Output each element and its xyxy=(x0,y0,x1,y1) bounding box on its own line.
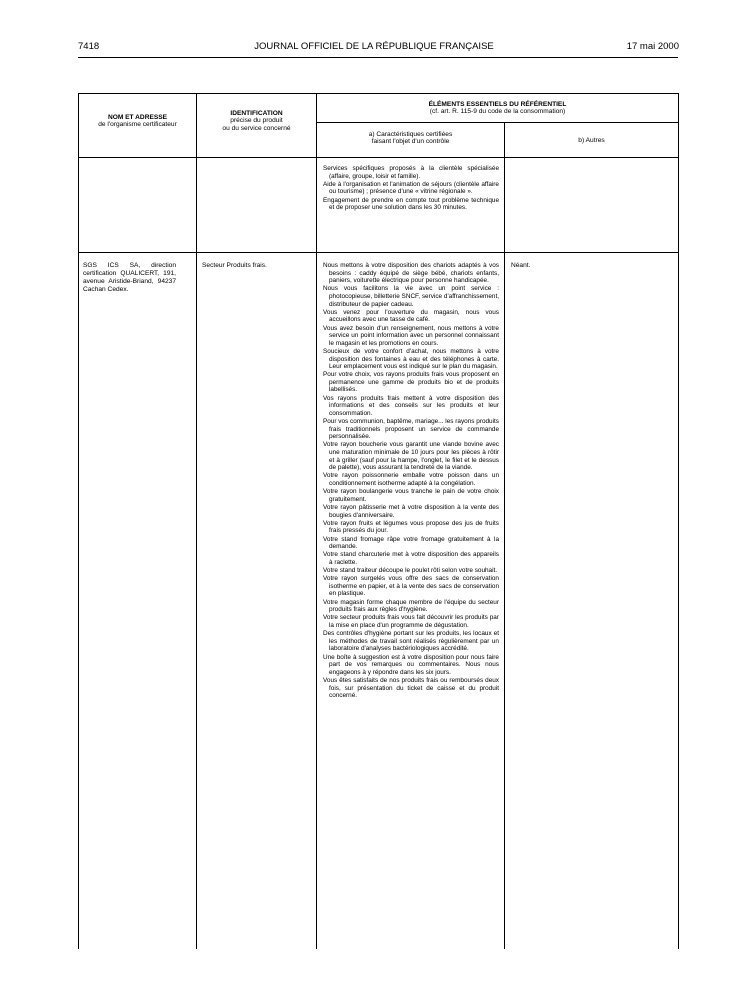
caracteristique-paragraph: Votre rayon pâtisserie met à votre disposition à la vente des bougies d'anniversaire. xyxy=(323,503,499,519)
caracteristique-paragraph: Soucieux de votre confort d'achat, nous mettons à votre disposition des fontaines à eau et des téléphones à carte. Leur emplacement vous est indiqué sur le plan du magasin. xyxy=(323,347,499,371)
header-rule xyxy=(78,57,678,58)
caracteristique-paragraph: Votre stand traiteur découpe le poulet rôti selon votre souhait. xyxy=(323,567,498,575)
continuation-paragraph: Aide à l'organisation et l'animation de séjours (clientèle affaire ou tourisme) ; présence d'une « vitrine régionale ». xyxy=(323,180,499,196)
header-bottom-border xyxy=(78,157,678,158)
header-col-identification-line2: précise du produit xyxy=(230,117,283,125)
caracteristique-paragraph: Vous venez pour l'ouverture du magasin, nous vous accueillons avec une tasse de café. xyxy=(323,308,499,324)
header-col-organisme xyxy=(79,114,196,129)
caracteristique-paragraph: Pour vos communion, baptême, mariage... les rayons produits frais traditionnels proposent un service de commande personnalisée. xyxy=(323,418,499,441)
header-group-referentiel xyxy=(317,101,678,116)
caracteristique-paragraph: Votre rayon surgelés vous offre des sacs de conservation isotherme en papier, et à la vente des sacs de conservation en plastique. xyxy=(323,575,499,598)
produit-text: Secteur Produits frais. xyxy=(202,262,267,269)
organisme-cell xyxy=(83,262,176,294)
table-right-border xyxy=(678,93,679,949)
header-col-organisme-line2: de l'organisme certificateur xyxy=(98,121,177,129)
table-left-border xyxy=(78,93,79,949)
caracteristique-paragraph: Votre stand charcuterie met à votre disposition des appareils à raclette. xyxy=(323,551,499,566)
row-separator xyxy=(78,252,678,253)
caracteristique-paragraph: Une boîte à suggestion est à votre disposition pour nous faire part de vos remarques ou commentaires. Nous nous engageons à y répondre dans les six jours. xyxy=(323,653,499,676)
group-header-divider xyxy=(316,122,678,123)
caracteristique-paragraph: Nous vous facilitons la vie avec un point service : photocopieuse, billetterie SNCF, service d'affranchissement, distributeur de papier cadeau. xyxy=(323,285,499,308)
caracteristique-paragraph: Vous avez besoin d'un renseignement, nous mettons à votre service un point information avec un personnel connaissant le magasin et les promotions en cours. xyxy=(323,324,499,347)
publication-date: 17 mai 2000 xyxy=(626,41,679,52)
caracteristique-paragraph: Vous êtes satisfaits de nos produits frais ou remboursés deux fois, sur présentation du ticket de caisse et du produit concerné. xyxy=(323,676,499,700)
header-col-identification-line3: ou du service concerné xyxy=(222,124,291,132)
caracteristique-paragraph: Pour votre choix, vos rayons produits frais vous proposent en permanence une gamme de produits bio et de produits labellisés. xyxy=(323,371,499,394)
caracteristique-paragraph: Votre magasin forme chaque membre de l'équipe du secteur produits frais aux règles d'hygiène. xyxy=(323,598,499,614)
header-group-line2: (cf. art. R. 115-9 du code de la consommation) xyxy=(429,108,566,116)
caracteristique-paragraph: Nous mettons à votre disposition des chariots adaptés à vos besoins : caddy équipé de siège bébé, chariots enfants, paniers, voiturette électrique pour personne handicapée. xyxy=(323,262,499,285)
continuation-paragraph: Services spécifiques proposés à la clientèle spécialisée (affaire, groupe, loisir et famille). xyxy=(323,165,499,180)
header-col-organisme-line1: NOM ET ADRESSE xyxy=(107,114,168,121)
header-col-caracteristiques-line2: faisant l'objet d'un contrôle xyxy=(371,138,450,146)
caracteristique-paragraph: Votre secteur produits frais vous fait découvrir les produits par la mise en place d'un programme de dégustation. xyxy=(323,614,499,629)
journal-title: JOURNAL OFFICIEL DE LA RÉPUBLIQUE FRANÇAISE xyxy=(254,41,494,52)
table-top-border xyxy=(78,93,678,94)
header-col-caracteristiques-line1: a) Caractéristiques certifiées xyxy=(368,131,453,138)
caracteristique-paragraph: Votre rayon boulangerie vous tranche le pain de votre choix gratuitement. xyxy=(323,488,499,503)
header-col-identification xyxy=(197,110,316,132)
caracteristique-paragraph: Votre rayon fruits et légumes vous propose des jus de fruits frais pressés du jour. xyxy=(323,519,499,535)
header-col-autres: b) Autres xyxy=(578,137,605,144)
header-group-line1: ÉLÉMENTS ESSENTIELS DU RÉFÉRENTIEL xyxy=(428,101,567,108)
column-divider-1 xyxy=(196,93,197,949)
page-number: 7418 xyxy=(78,41,100,52)
continuation-caracteristiques xyxy=(323,165,499,212)
header-col-identification-line1: IDENTIFICATION xyxy=(230,110,283,117)
header-col-caracteristiques xyxy=(317,131,504,146)
autres-cell xyxy=(511,262,671,270)
caracteristique-paragraph: Votre rayon poissonnerie emballe votre poisson dans un conditionnement isotherme adapté à la congélation. xyxy=(323,472,499,487)
caracteristique-paragraph: Des contrôles d'hygiène portant sur les produits, les locaux et les méthodes de travail sont réalisés régulièrement par un laboratoire d'analyses bactériologiques accrédité. xyxy=(323,630,499,653)
column-divider-2 xyxy=(316,93,317,949)
caracteristique-paragraph: Votre rayon boucherie vous garantit une viande bovine avec une maturation minimale de 10 jours pour les pièces à rôtir et à griller (sauf pour la hampe, l'onglet, le filet et le dessus de palette), vous assurant la tendreté de la viande. xyxy=(323,441,499,472)
caracteristiques-cell xyxy=(323,262,499,700)
caracteristique-paragraph: Votre stand fromage râpe votre fromage gratuitement à la demande. xyxy=(323,535,499,551)
autres-text: Néant. xyxy=(511,262,531,269)
produit-cell xyxy=(202,262,312,270)
caracteristique-paragraph: Vos rayons produits frais mettent à votre disposition des informations et des conseils sur les produits et leur consommation. xyxy=(323,394,499,417)
column-divider-3 xyxy=(504,122,505,949)
continuation-paragraph: Engagement de prendre en compte tout problème technique et de proposer une solution dans les 30 minutes. xyxy=(323,196,499,212)
organisme-text: SGS ICS SA, direction certification QUALICERT, 191, avenue Aristide-Briand, 94237 Cachan Cedex. xyxy=(83,262,176,293)
